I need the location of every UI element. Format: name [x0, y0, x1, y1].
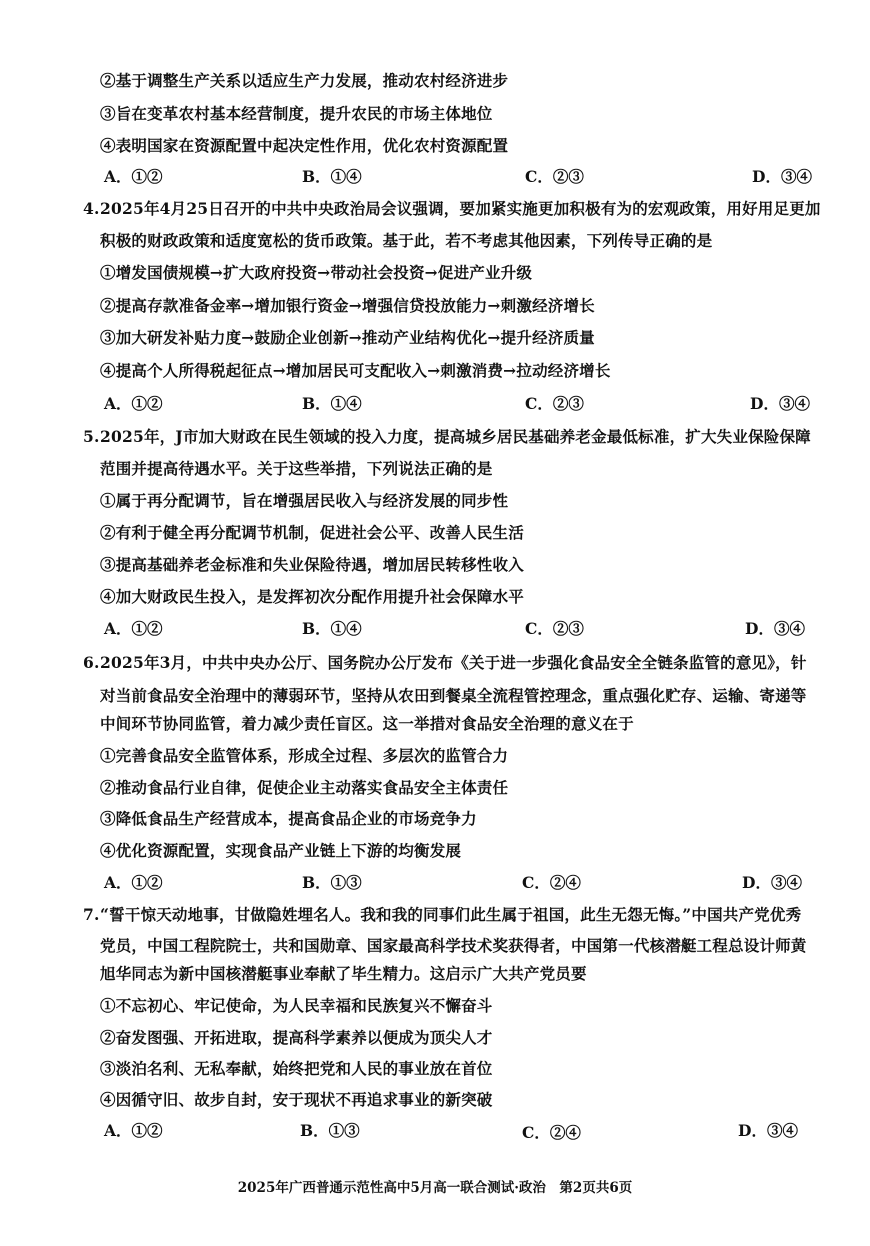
- q6-item-2: ②推动食品行业自律，促使企业主动落实食品安全主体责任: [100, 778, 509, 797]
- q3-item-4: ④表明国家在资源配置中起决定性作用，优化农村资源配置: [100, 136, 509, 155]
- q6-stem-line-2: 对当前食品安全治理中的薄弱环节，坚持从农田到餐桌全流程管控理念，重点强化贮存、运输、寄递等: [100, 686, 807, 705]
- q5-option-b: B．①④: [302, 619, 362, 638]
- page-footer: 2025年广西普通示范性高中5月高一联合测试·政治 第2页共6页: [237, 1180, 633, 1196]
- q4-item-1: ①增发国债规模→扩大政府投资→带动社会投资→促进产业升级: [100, 263, 533, 282]
- q6-stem-line-3: 中间环节协同监管，着力减少责任盲区。这一举措对食品安全治理的意义在于: [100, 714, 634, 733]
- q4-number: 4.: [83, 199, 100, 218]
- q7-stem-line-1: 7.“誓干惊天动地事，甘做隐姓埋名人。我和我的同事们此生属于祖国，此生无怨无悔。”中国共产党优秀: [83, 905, 802, 924]
- q4-option-b: B．①④: [302, 394, 362, 413]
- q6-number: 6.: [83, 653, 100, 672]
- q4-item-2: ②提高存款准备金率→增加银行资金→增强信贷投放能力→刺激经济增长: [100, 296, 595, 315]
- q7-stem-line-3: 旭华同志为新中国核潜艇事业奉献了毕生精力。这启示广大共产党员要: [100, 964, 587, 983]
- q6-option-c: C．②④: [522, 873, 581, 892]
- q7-item-1: ①不忘初心、牢记使命，为人民幸福和民族复兴不懈奋斗: [100, 996, 493, 1015]
- q3-item-2: ②基于调整生产关系以适应生产力发展，推动农村经济进步: [100, 71, 509, 90]
- q5-item-1: ①属于再分配调节，旨在增强居民收入与经济发展的同步性: [100, 491, 509, 510]
- q3-option-a: A．①②: [104, 167, 163, 186]
- q7-stem-line-2: 党员，中国工程院院士，共和国勋章、国家最高科学技术奖获得者，中国第一代核潜艇工程总设计师黄: [100, 936, 807, 955]
- q6-option-b: B．①③: [302, 873, 362, 892]
- q4-stem-line-2: 积极的财政政策和适度宽松的货币政策。基于此，若不考虑其他因素，下列传导正确的是: [100, 231, 713, 250]
- q5-option-c: C．②③: [525, 619, 584, 638]
- q4-option-d: D．③④: [750, 394, 810, 413]
- q7-item-4: ④因循守旧、故步自封，安于现状不再追求事业的新突破: [100, 1090, 493, 1109]
- q7-option-a: A．①②: [104, 1121, 163, 1140]
- q3-option-d: D．③④: [752, 167, 812, 186]
- q5-item-4: ④加大财政民生投入，是发挥初次分配作用提升社会保障水平: [100, 587, 524, 606]
- q6-option-a: A．①②: [104, 873, 163, 892]
- q6-item-4: ④优化资源配置，实现食品产业链上下游的均衡发展: [100, 841, 462, 860]
- q6-item-1: ①完善食品安全监管体系，形成全过程、多层次的监管合力: [100, 746, 509, 765]
- q6-option-d: D．③④: [742, 873, 802, 892]
- q7-option-b: B．①③: [300, 1121, 360, 1140]
- q7-item-2: ②奋发图强、开拓进取，提高科学素养以便成为顶尖人才: [100, 1028, 493, 1047]
- q4-option-c: C．②③: [525, 394, 584, 413]
- q5-stem-line-1: 5.2025年，J市加大财政在民生领域的投入力度，提高城乡居民基础养老金最低标准，扩大失业保险保障: [83, 427, 811, 446]
- q5-option-a: A．①②: [104, 619, 163, 638]
- q5-item-2: ②有利于健全再分配调节机制，促进社会公平、改善人民生活: [100, 523, 524, 542]
- q5-option-d: D．③④: [745, 619, 805, 638]
- q5-stem-line-2: 范围并提高待遇水平。关于这些举措，下列说法正确的是: [100, 459, 493, 478]
- q7-item-3: ③淡泊名利、无私奉献，始终把党和人民的事业放在首位: [100, 1059, 493, 1078]
- q3-option-b: B．①④: [302, 167, 362, 186]
- q7-number: 7.: [83, 905, 100, 924]
- q6-item-3: ③降低食品生产经营成本，提高食品企业的市场竞争力: [100, 809, 477, 828]
- q4-item-4: ④提高个人所得税起征点→增加居民可支配收入→刺激消费→拉动经济增长: [100, 361, 611, 380]
- q4-option-a: A．①②: [104, 394, 163, 413]
- q7-option-c: C．②④: [522, 1123, 581, 1142]
- q5-item-3: ③提高基础养老金标准和失业保险待遇，增加居民转移性收入: [100, 555, 524, 574]
- q3-option-c: C．②③: [525, 167, 584, 186]
- q4-item-3: ③加大研发补贴力度→鼓励企业创新→推动产业结构优化→提升经济质量: [100, 328, 595, 347]
- q3-item-3: ③旨在变革农村基本经营制度，提升农民的市场主体地位: [100, 104, 493, 123]
- q5-number: 5.: [83, 427, 100, 446]
- q7-option-d: D．③④: [738, 1121, 798, 1140]
- q6-stem-line-1: 6.2025年3月，中共中央办公厅、国务院办公厅发布《关于进一步强化食品安全全链条监管的意见》，针: [83, 653, 807, 672]
- q4-stem-line-1: 4.2025年4月25日召开的中共中央政治局会议强调，要加紧实施更加积极有为的宏观政策，用好用足更加: [83, 199, 821, 218]
